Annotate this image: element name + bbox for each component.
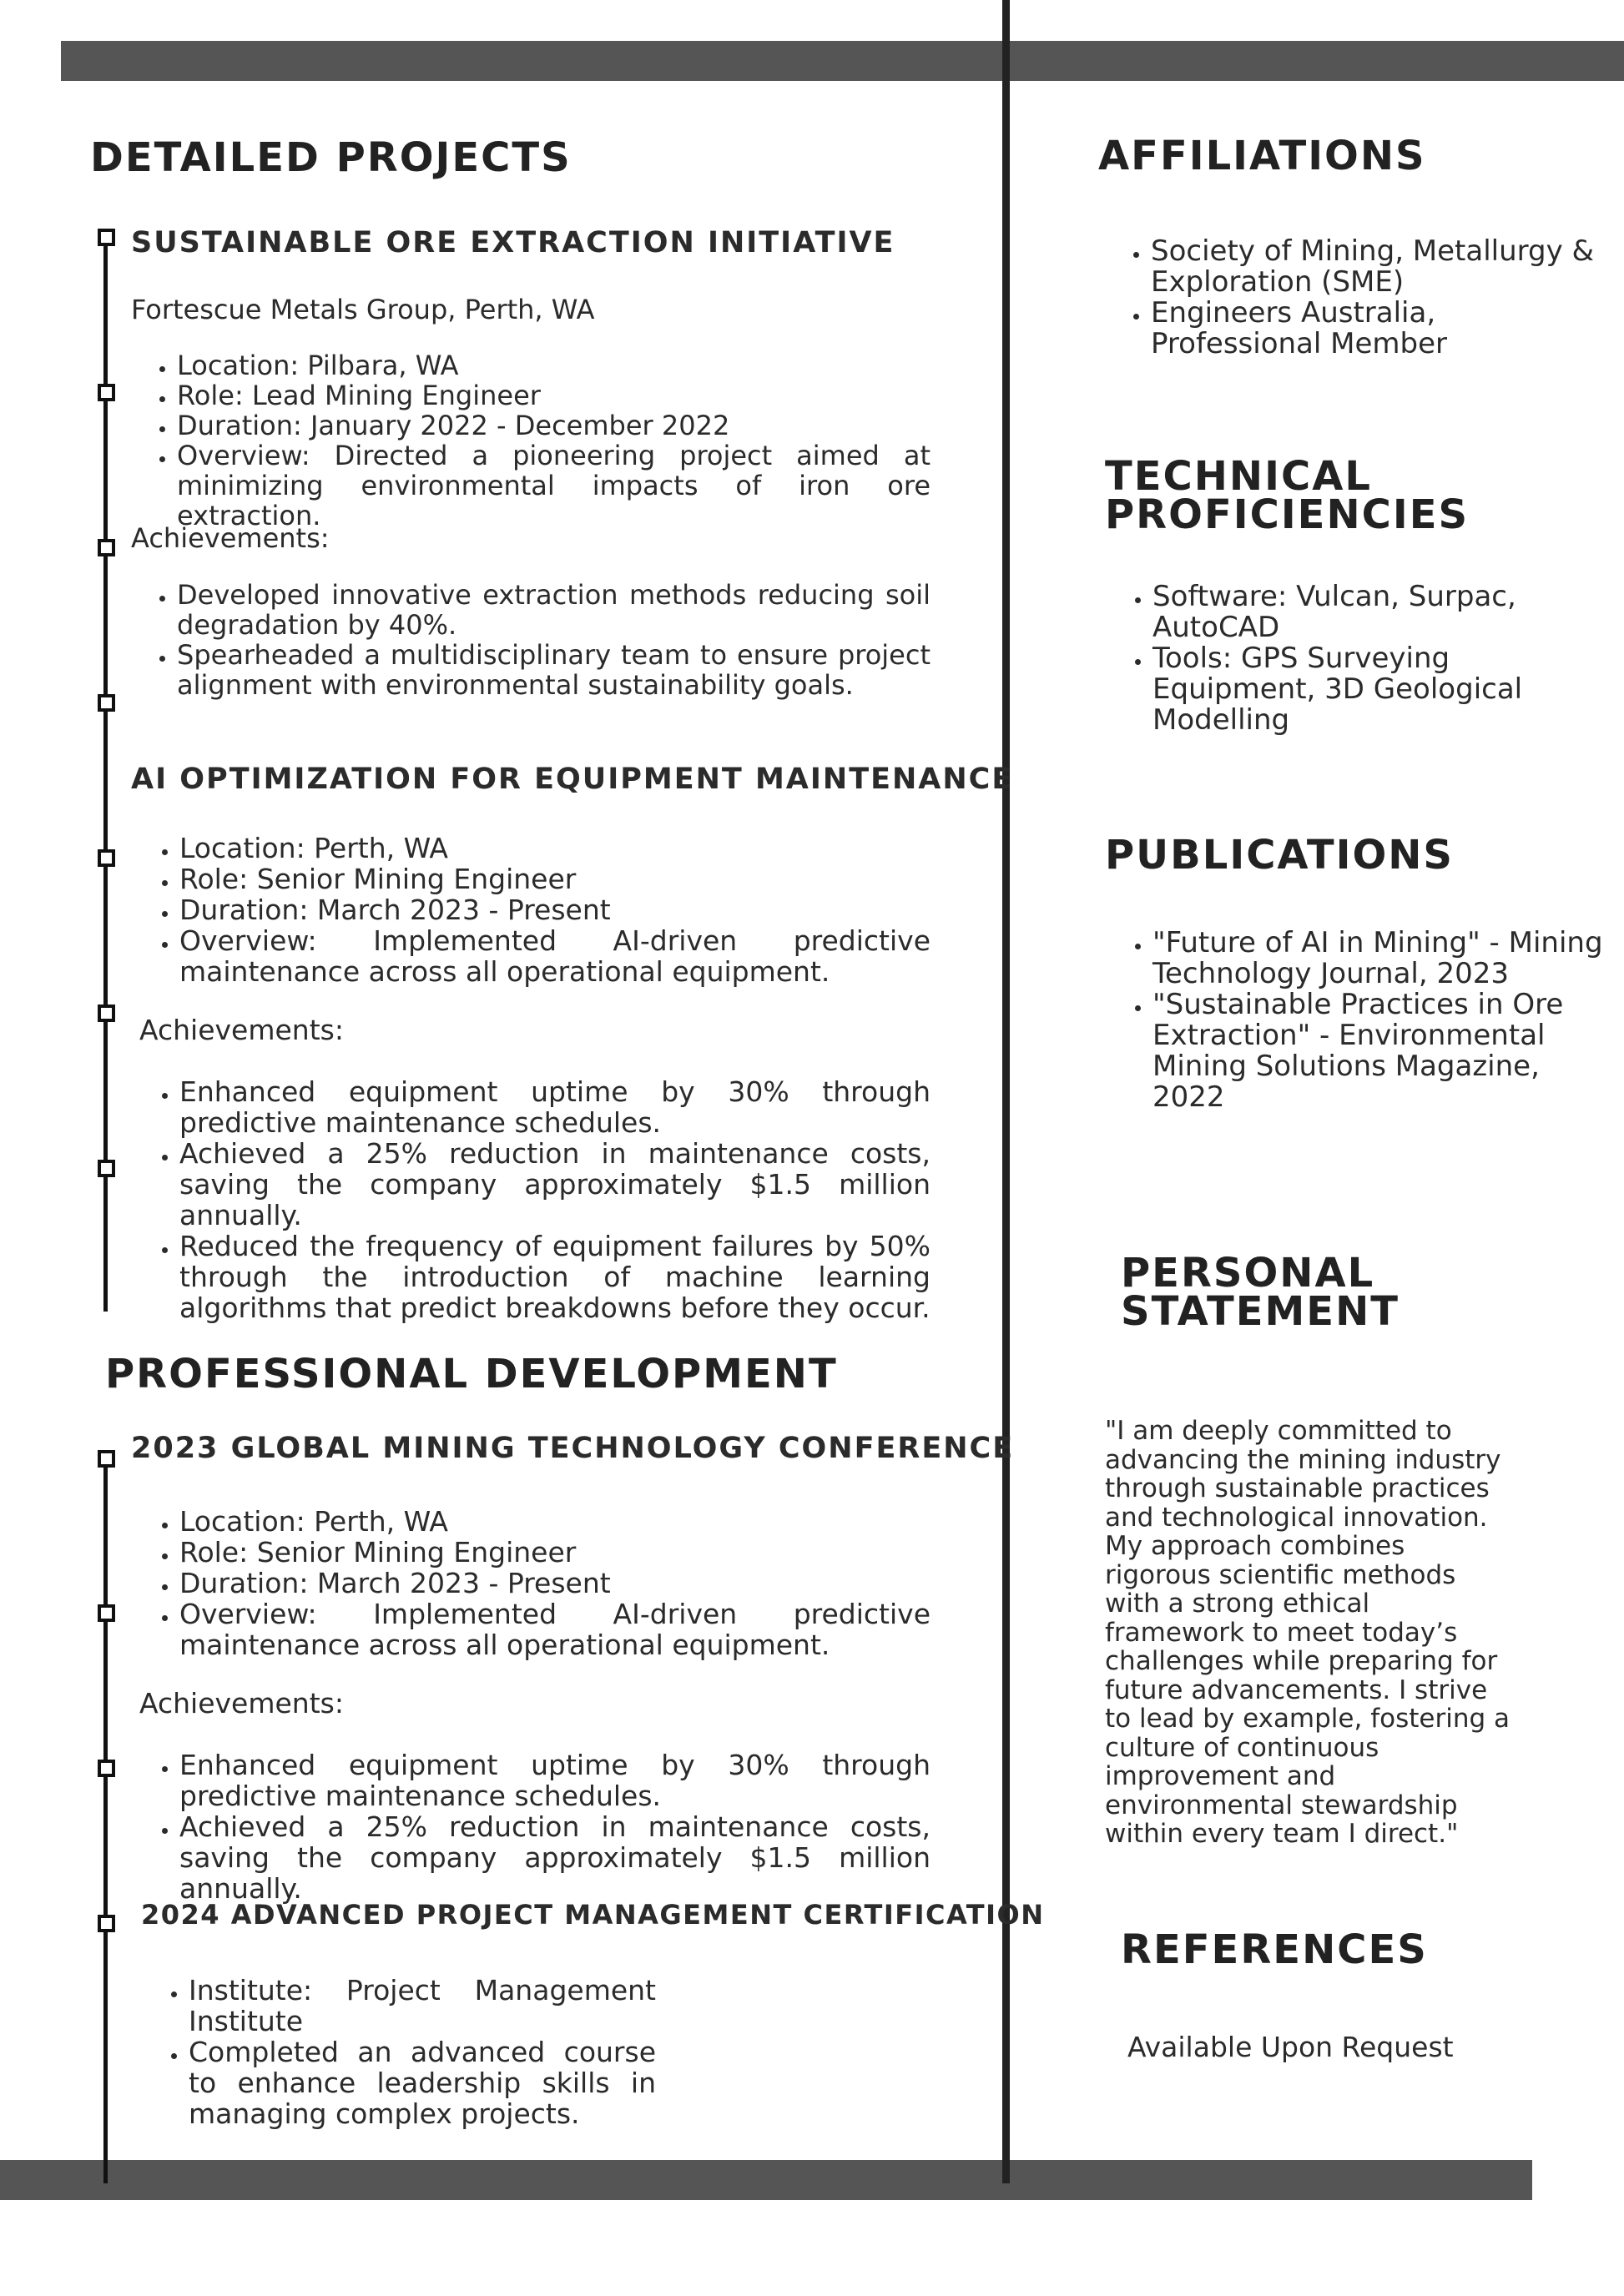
list-item: • Enhanced equipment uptime by 30% through predictive maintenance schedules. xyxy=(179,1076,931,1138)
list-item: • Reduced the frequency of equipment failures by 50% through the introduction of machine learning algorithms that predict breakdowns before they occur. xyxy=(179,1231,931,1323)
list-item: • Role: Senior Mining Engineer xyxy=(179,864,931,894)
technical-proficiencies-list xyxy=(1107,582,1603,736)
list-item: • Tools: GPS Surveying Equipment, 3D Geological Modelling xyxy=(1152,643,1603,736)
achievements-label: Achievements: xyxy=(131,522,330,554)
timeline-node xyxy=(98,384,115,401)
technical-proficiencies-heading xyxy=(1105,453,1470,538)
timeline-node xyxy=(98,229,115,246)
references-text: Available Upon Request xyxy=(1127,2031,1454,2063)
list-item: • Duration: March 2023 - Present xyxy=(179,894,931,925)
professional-development-heading: PROFESSIONAL DEVELOPMENT xyxy=(105,1351,838,1397)
achievements-list xyxy=(134,1750,931,1904)
references-heading: REFERENCES xyxy=(1121,1926,1428,1973)
project-title: AI OPTIMIZATION FOR EQUIPMENT MAINTENANCE xyxy=(131,763,1014,796)
list-item: • Location: Perth, WA xyxy=(179,833,931,864)
list-item: • Overview: Implemented AI-driven predictive maintenance across all operational equipment. xyxy=(179,1599,931,1660)
affiliations-list xyxy=(1105,236,1601,360)
detailed-projects-heading: DETAILED PROJECTS xyxy=(90,134,572,181)
personal-statement-text: "I am deeply committed to advancing the mining industry through sustainable practices and technological innovation. My approach combines rigorous scientific methods with a strong ethical framework to meet today’s challenges while preparing for future advancements. I strive to lead by example, fostering a culture of continuous improvement and environmental stewardship within every team I direct." xyxy=(1105,1416,1510,1849)
list-item: • Duration: January 2022 - December 2022 xyxy=(177,410,931,441)
list-item: • Location: Pilbara, WA xyxy=(177,350,931,380)
conference-title: 2023 GLOBAL MINING TECHNOLOGY CONFERENCE xyxy=(131,1432,1015,1465)
timeline-node xyxy=(98,1760,115,1777)
list-item: • Overview: Implemented AI-driven predictive maintenance across all operational equipment. xyxy=(179,925,931,987)
heading-line: PROFICIENCIES xyxy=(1105,491,1470,538)
list-item: • Institute: Project Management Institute xyxy=(189,1975,656,2037)
project-title: SUSTAINABLE ORE EXTRACTION INITIATIVE xyxy=(131,226,895,259)
personal-statement-heading xyxy=(1121,1250,1400,1335)
heading-line: TECHNICAL xyxy=(1105,453,1372,500)
list-item: • "Sustainable Practices in Ore Extraction" - Environmental Mining Solutions Magazine, 2022 xyxy=(1152,989,1603,1113)
heading-line: STATEMENT xyxy=(1121,1288,1400,1335)
list-item: • Role: Senior Mining Engineer xyxy=(179,1537,931,1568)
list-item: • Completed an advanced course to enhance leadership skills in managing complex projects. xyxy=(189,2037,656,2129)
list-item: • Achieved a 25% reduction in maintenance costs, saving the company approximately $1.5 million annually. xyxy=(179,1811,931,1904)
list-item: • Achieved a 25% reduction in maintenance costs, saving the company approximately $1.5 million annually. xyxy=(179,1138,931,1231)
timeline-node xyxy=(98,1004,115,1022)
list-item: • Role: Lead Mining Engineer xyxy=(177,380,931,410)
publications-list xyxy=(1107,928,1603,1113)
timeline-node xyxy=(98,694,115,712)
project-details-list xyxy=(131,350,931,531)
list-item: • Software: Vulcan, Surpac, AutoCAD xyxy=(1152,582,1603,643)
timeline-node xyxy=(98,1160,115,1177)
bottom-bar xyxy=(0,2160,1532,2200)
heading-line: PERSONAL xyxy=(1121,1250,1375,1297)
achievements-label: Achievements: xyxy=(139,1014,344,1046)
list-item: • Society of Mining, Metallurgy & Exploration (SME) xyxy=(1151,236,1601,298)
affiliations-heading: AFFILIATIONS xyxy=(1098,133,1426,179)
timeline-node xyxy=(98,1604,115,1622)
column-divider xyxy=(1002,0,1010,2183)
achievements-list xyxy=(131,580,931,700)
achievements-list xyxy=(134,1076,931,1323)
timeline-node xyxy=(98,849,115,867)
project-company: Fortescue Metals Group, Perth, WA xyxy=(131,294,595,325)
project-details-list xyxy=(134,833,931,987)
conference-details-list xyxy=(134,1506,931,1660)
list-item: • Enhanced equipment uptime by 30% through predictive maintenance schedules. xyxy=(179,1750,931,1811)
timeline-node xyxy=(98,539,115,556)
development-timeline xyxy=(103,1454,108,2183)
list-item: • Location: Perth, WA xyxy=(179,1506,931,1537)
achievements-label: Achievements: xyxy=(139,1687,344,1719)
publications-heading: PUBLICATIONS xyxy=(1105,832,1454,879)
list-item: • Engineers Australia, Professional Member xyxy=(1151,298,1601,360)
top-bar xyxy=(61,41,1624,81)
timeline-node xyxy=(98,1450,115,1468)
certification-title: 2024 ADVANCED PROJECT MANAGEMENT CERTIFICATION xyxy=(141,1899,1045,1931)
list-item: • Spearheaded a multidisciplinary team to ensure project alignment with environmental sustainability goals. xyxy=(177,640,931,700)
list-item: • "Future of AI in Mining" - Mining Technology Journal, 2023 xyxy=(1152,928,1603,989)
timeline-node xyxy=(98,1915,115,1932)
certification-details-list xyxy=(143,1975,656,2129)
list-item: • Overview: Directed a pioneering project aimed at minimizing environmental impacts of iron ore extraction. xyxy=(177,441,931,531)
list-item: • Duration: March 2023 - Present xyxy=(179,1568,931,1599)
list-item: • Developed innovative extraction methods reducing soil degradation by 40%. xyxy=(177,580,931,640)
